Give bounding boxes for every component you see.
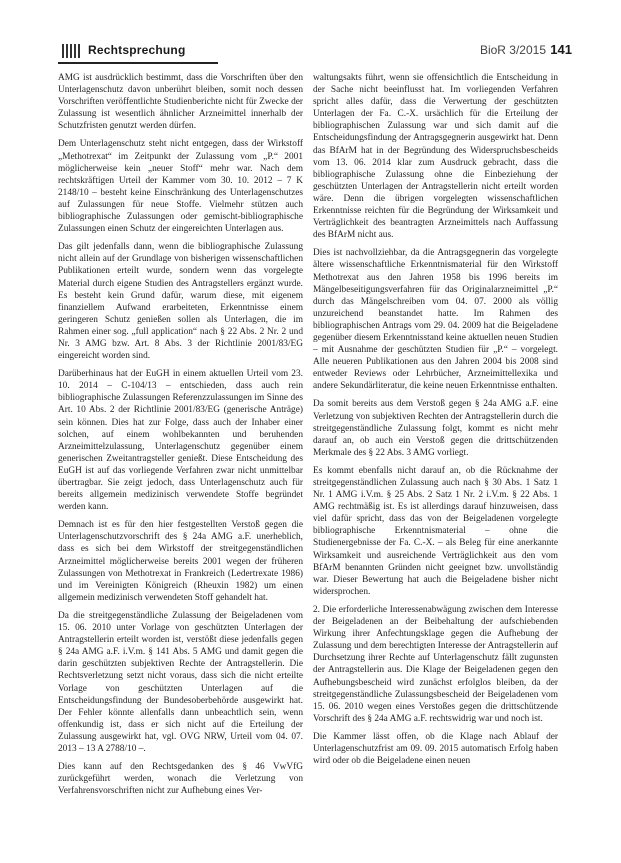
paragraph: Das gilt jedenfalls dann, wenn die bibliographische Zulassung nicht allein auf der Grundlage von bisherigen wissenschaftlichen Publikationen erteilt wurde, sondern wenn das vorgelegte Material durch eigene Studien des Antragstellers ergänzt wurde. Es besteht kein Grund dafür, warum diese, mit eigenem finanziellem Aufwand erarbeiteten, Erkenntnisse einem geringeren Schutz genießen sollen als Unterlagen, die im Rahmen einer sog. „full application“ nach § 22 Abs. 2 Nr. 2 und Nr. 3 AMG bzw. Art. 8 Abs. 3 der Richtlinie 2001/83/EG eingereicht worden sind.: [58, 242, 303, 362]
page-number: 141: [550, 42, 572, 57]
paragraph: Da die streitgegenständliche Zulassung der Beigeladenen vom 15. 06. 2010 unter Vorlage von geschützten Unterlagen der Antragstellerin erteilt worden ist, verstößt diese jedenfalls gegen § 24a AMG a.F. i.V.m. § 141 Abs. 5 AMG und damit gegen die darin geschützten subjektiven Rechte der Antragstellerin. Die Rechtsverletzung setzt nicht voraus, dass sich die nicht erteilte Vorlage von geschützten Unterlagen auf die Entscheidungsfindung der Bundesoberbehörde ausgewirkt hat. Der Fehler könnte allenfalls dann unbeachtlich sein, wenn offenkundig ist, dass er sich nicht auf die Erteilung der Zulassung ausgewirkt hat, vgl. OVG NRW, Urteil vom 04. 07. 2013 – 13 A 2788/10 –.: [58, 610, 303, 754]
right-column: [313, 72, 558, 773]
paragraph: 2. Die erforderliche Interessenabwägung zwischen dem Interesse der Beigeladenen an der Beibehaltung der aufschiebenden Wirkung ihrer Anfechtungsklage gegen die Aufhebung der Zulassung und dem berechtigten Interesse der Antragstellerin auf Durchsetzung ihrer Rechte auf Unterlagenschutz fällt zugunsten der Antragstellerin aus. Die Klage der Beigeladenen gegen den Aufhebungsbescheid wird zunächst erfolglos bleiben, da der streitgegenständliche Zulassungsbescheid der Beigeladenen vom 15. 06. 2010 wegen eines Verstoßes gegen die drittschützende Vorschrift des § 24a AMG a.F. rechtswidrig war und noch ist.: [313, 604, 558, 724]
section-rubric: [58, 40, 218, 64]
paragraph: waltungsakts führt, wenn sie offensichtlich die Entscheidung in der Sache nicht beeinflusst hat. Im vorliegenden Verfahren spricht alles dafür, dass die Verwertung der geschützten Unterlagen der Fa. C.-X. ursächlich für die Erteilung der bibliographischen Zulassung war und sich damit auf die Entscheidungsfindung der Antragsgegnerin ausgewirkt hat. Denn das BfArM hat in der Begründung des Widerspruchsbescheids vom 13. 06. 2014 klar zum Ausdruck gebracht, dass die bibliographische Zulassung ohne die Einbeziehung der geschützten Unterlagen der Antragstellerin nicht erteilt worden wäre. Denn die übrigen vorgelegten wissenschaftlichen Erkenntnisse reichten für die Begründung der Wirksamkeit und Verträglichkeit des beantragten Arzneimittels nach Auffassung des BfArM nicht aus.: [313, 73, 558, 241]
paragraph: Demnach ist es für den hier festgestellten Verstoß gegen die Unterlagenschutzvorschrift des § 24a AMG a.F. unerheblich, dass es sich bei dem Wirkstoff der streitgegenständlichen Arzneimittel möglicherweise bereits 2001 wegen der früheren Zulassungen von Methotrexat in Frankreich (Ledertrexate 1986) und im Vereinigten Königreich (Rheuxin 1982) um einen allgemein medizinisch verwendeten Stoff gehandelt hat.: [58, 520, 303, 603]
paragraph: Dem Unterlagenschutz steht nicht entgegen, dass der Wirkstoff „Methotrexat“ im Zeitpunkt der Zulassung vom „P.“ 2001 möglicherweise kein „neuer Stoff“ mehr war. Nach dem rechtskräftigen Urteil der Kammer vom 30. 10. 2012 – 7 K 2148/10 – besteht keine Einschränkung des Unterlagenschutzes auf Zulassungen für neue Stoffe. Vielmehr stützen auch bibliographische Zulassungen oder gemischt-bibliographische Zulassungen einen Schutz der eingereichten Unterlagen aus.: [58, 139, 303, 235]
section-title: Rechtsprechung: [88, 43, 186, 57]
paragraph: Dies ist nachvollziehbar, da die Antragsgegnerin das vorgelegte ältere wissenschaftliche Erkenntnismaterial für den Wirkstoff Methotrexat aus den Jahren 1958 bis 1996 bereits im Mängelbeseitigungsverfahren für das Originalarzneimittel „P.“ durch das Mängelschreiben vom 04. 07. 2000 als völlig unzureichend beanstandet hatte. Im Rahmen des bibliographischen Antrags vom 29. 04. 2009 hat die Beigeladene gegenüber diesem Erkenntnisstand keine aktuellen neuen Studien – mit Ausnahme der geschützten Studien für „P.“ – vorgelegt. Alle neueren Publikationen aus den Jahren 2004 bis 2008 sind entweder Reviews oder Lehrbücher, Arzneimittellexika und andere Sekundärliteratur, die keine neuen Erkenntnisse enthalten.: [313, 248, 558, 392]
journal-issue: BioR 3/2015: [479, 43, 546, 57]
page-header: [58, 40, 572, 62]
paragraph: Die Kammer lässt offen, ob die Klage nach Ablauf der Unterlagenschutzfrist am 09. 09. 2015 automatisch Erfolg haben wird oder ob die Beigeladene einen neuen: [313, 731, 558, 767]
left-column: [58, 72, 303, 803]
paragraph: AMG ist ausdrücklich bestimmt, dass die Vorschriften über den Unterlagenschutz davon unberührt bleiben, somit noch dessen Vorschriften veröffentlichte Studienberichte nicht für Zwecke der Zulassung ist wesentlich ähnlicher Arzneimittel innerhalb der Schutzfristen genutzt werden dürfen.: [58, 73, 303, 132]
paragraph: Dies kann auf den Rechtsgedanken des § 46 VwVfG zurückgeführt werden, wonach die Verletzung von Verfahrensvorschriften nicht zur Aufhebung eines Ver-: [58, 762, 303, 797]
paragraph: Es kommt ebenfalls nicht darauf an, ob die Rücknahme der streitgegenständlichen Zulassung auch nach § 30 Abs. 1 Satz 1 Nr. 1 AMG i.V.m. § 25 Abs. 2 Satz 1 Nr. 2 i.V.m. § 22 Abs. 1 AMG rechtmäßig ist. Es ist allerdings darauf hinzuweisen, dass viel dafür spricht, dass das von der Beigeladenen vorgelegte bibliographische Erkenntnismaterial – ohne die Studienergebnisse der Fa. C.-X. – als Beleg für eine anerkannte Wirksamkeit und ausreichende Verträglichkeit aus den vom BfArM benannten Gründen nicht geeignet bzw. unvollständig war. Dieser Bewertung hat auch die Beigeladene bisher nicht widersprochen.: [313, 465, 558, 597]
rubric-bar-graphic: [62, 44, 80, 58]
paragraph: Darüberhinaus hat der EuGH in einem aktuellen Urteil vom 23. 10. 2014 – C-104/13 – entschieden, dass auch rein bibliographische Zulassungen Referenzzulassungen im Sinne des Art. 10 Abs. 2 der Richtlinie 2001/83/EG (generische Anträge) sein können. Dies hat zur Folge, dass auch der Inhaber einer solchen, auf einem wohlbekannten und beruhenden Arzneimittelzulassung, Unterlagenschutz gegenüber einem generischen Zweitantragsteller genießt. Diese Entscheidung des EuGH ist auf das vorliegende Verfahren zwar nicht unmittelbar übertragbar. Sie zeigt jedoch, dass Unterlagenschutz auch für bereits allgemein medizinisch verwendete Stoffe begründet werden kann.: [58, 369, 303, 513]
paragraph: Da somit bereits aus dem Verstoß gegen § 24a AMG a.F. eine Verletzung von subjektiven Rechten der Antragstellerin durch die streitgegenständliche Zulassung folgt, kommt es nicht mehr darauf an, ob auch ein Verstoß gegen die drittschützenden Merkmale des § 22 Abs. 3 AMG vorliegt.: [313, 399, 558, 458]
